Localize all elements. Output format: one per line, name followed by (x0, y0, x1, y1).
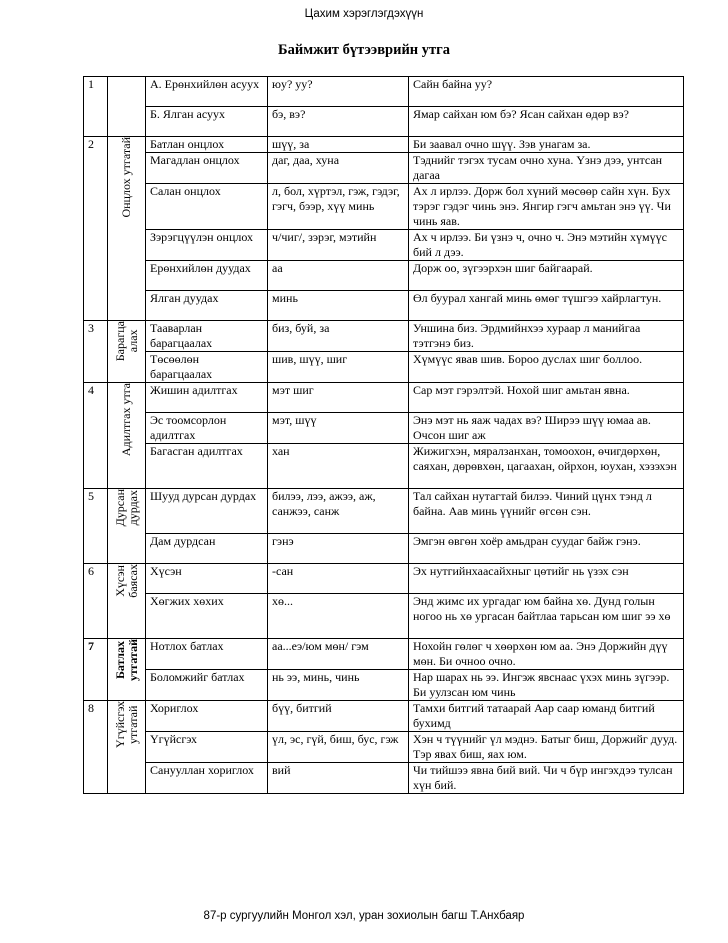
function-cell: Шууд дурсан дурдах (146, 489, 268, 534)
group-category (108, 639, 146, 701)
function-cell: Үгүйсгэх (146, 732, 268, 763)
words-cell: даг, даа, хуна (268, 153, 409, 184)
example-cell: Уншина биз. Эрдмийнхээ хураар л манийгаа тэтгэнэ биз. (409, 321, 684, 352)
words-cell: аа (268, 261, 409, 291)
group-category (108, 137, 146, 321)
function-cell: Төсөөлөн барагцаалах (146, 352, 268, 383)
example-cell: Эмгэн өвгөн хоёр амьдран суудаг байж гэнэ. (409, 534, 684, 564)
table-row (84, 564, 684, 594)
example-cell: Нохойн гөлөг ч хөөрхөн юм аа. Энэ Доржийн дүү мөн. Би очноо очно. (409, 639, 684, 670)
page-header: Цахим хэрэглэгдэхүүн (304, 8, 424, 20)
table-row (84, 153, 684, 184)
group-number: 4 (84, 383, 108, 489)
example-cell: Дорж оо, зүгээрхэн шиг байгаарай. (409, 261, 684, 291)
table-row (84, 489, 684, 534)
document-title: Баймжит бүтээврийн утга (278, 42, 450, 58)
group-number: 6 (84, 564, 108, 639)
function-cell: Магадлан онцлох (146, 153, 268, 184)
table-row (84, 594, 684, 639)
group-category (108, 321, 146, 383)
table-row (84, 670, 684, 701)
group-category (108, 701, 146, 794)
table-row (84, 444, 684, 489)
function-cell: Зэрэгцүүлэн онцлох (146, 230, 268, 261)
table-row (84, 77, 684, 107)
example-cell: Ах л ирлээ. Дорж бол хүний мөсөөр сайн хүн. Бух тэрэг гэдэг чинь энэ. Янгир гэгч амьтан энэ үү. Чи чинь яав. (409, 184, 684, 230)
function-cell: Багасган адилтгах (146, 444, 268, 489)
words-cell: шүү, за (268, 137, 409, 153)
table-row (84, 352, 684, 383)
particle-meaning-table (83, 76, 684, 794)
table-row (84, 701, 684, 732)
category-label: Үгүйсгэх утгатай (112, 701, 140, 748)
table-row (84, 732, 684, 763)
words-cell: хан (268, 444, 409, 489)
table-row (84, 321, 684, 352)
group-number: 8 (84, 701, 108, 794)
words-cell: мэт, шүү (268, 413, 409, 444)
table-row (84, 639, 684, 670)
group-category (108, 564, 146, 639)
function-cell: А. Ерөнхийлөн асуух (146, 77, 268, 107)
example-cell: Эх нутгийнхаасайхныг цөтийг нь үзэх сэн (409, 564, 684, 594)
function-cell: Боломжийг батлах (146, 670, 268, 701)
function-cell: Ерөнхийлөн дуудах (146, 261, 268, 291)
category-label: Дурсан дурдах (112, 489, 140, 527)
words-cell: л, бол, хүртэл, гэж, гэдэг, гэгч, бээр, хүү минь (268, 184, 409, 230)
words-cell: ч/чиг/, зэрэг, мэтийн (268, 230, 409, 261)
function-cell: Хөгжих хөхих (146, 594, 268, 639)
category-label: Батлах утгатай (112, 639, 140, 681)
example-cell: Энэ мэт нь яаж чадах вэ? Ширээ шүү юмаа ав. Очсон шиг аж (409, 413, 684, 444)
category-label: Хүсэн баясах (112, 564, 140, 598)
example-cell: Сар мэт гэрэлтэй. Нохой шиг амьтан явна. (409, 383, 684, 413)
example-cell: Тал сайхан нутагтай билээ. Чиний цүнх тэнд л байна. Аав минь үүнийг өгсөн сэн. (409, 489, 684, 534)
function-cell: Нотлох батлах (146, 639, 268, 670)
function-cell: Дам дурдсан (146, 534, 268, 564)
words-cell: юу? уу? (268, 77, 409, 107)
table-row (84, 230, 684, 261)
example-cell: Хэн ч түүнийг үл мэднэ. Батыг биш, Доржийг дууд. Тэр явах биш, яах юм. (409, 732, 684, 763)
group-category (108, 489, 146, 564)
group-category (108, 383, 146, 489)
table-row (84, 137, 684, 153)
example-cell: Хүмүүс явав шив. Бороо дуслах шиг боллоо. (409, 352, 684, 383)
words-cell: шив, шүү, шиг (268, 352, 409, 383)
table-row (84, 184, 684, 230)
function-cell: Салан онцлох (146, 184, 268, 230)
words-cell: үл, эс, гүй, биш, бус, гэж (268, 732, 409, 763)
function-cell: Ялган дуудах (146, 291, 268, 321)
words-cell: билээ, лээ, ажээ, аж, санжээ, санж (268, 489, 409, 534)
group-number: 5 (84, 489, 108, 564)
group-number: 3 (84, 321, 108, 383)
words-cell: бэ, вэ? (268, 107, 409, 137)
category-label: Барагца алах (112, 321, 140, 362)
words-cell: вий (268, 763, 409, 794)
function-cell: Жишин адилтгах (146, 383, 268, 413)
example-cell: Би заавал очно шүү. Зэв унагам за. (409, 137, 684, 153)
example-cell: Тэднийг тэгэх тусам очно хуна. Үзнэ дээ, унтсан дагаа (409, 153, 684, 184)
example-cell: Жижигхэн, мяралзанхан, томоохон, өчигдөрхөн, саяхан, дөрөвхөн, цагаахан, ойрхон, юухан, хэзэхэн (409, 444, 684, 489)
table-row (84, 763, 684, 794)
example-cell: Өл буурал хангай минь өмөг түшгээ хайрлагтун. (409, 291, 684, 321)
words-cell: бүү, битгий (268, 701, 409, 732)
category-label: Адилтгах утга (119, 383, 133, 457)
words-cell: нь ээ, минь, чинь (268, 670, 409, 701)
words-cell: биз, буй, за (268, 321, 409, 352)
table-row (84, 413, 684, 444)
words-cell: мэт шиг (268, 383, 409, 413)
function-cell: Хориглох (146, 701, 268, 732)
words-cell: минь (268, 291, 409, 321)
example-cell: Чи тийшээ явна бий вий. Чи ч бүр ингэхдээ тулсан хүн бий. (409, 763, 684, 794)
group-number: 7 (84, 639, 108, 701)
function-cell: Тааварлан барагцаалах (146, 321, 268, 352)
example-cell: Сайн байна уу? (409, 77, 684, 107)
table-row (84, 291, 684, 321)
example-cell: Энд жимс их ургадаг юм байна хө. Дунд голын ногоо нь хө ургасан байтлаа тарьсан юм шиг ээ хө (409, 594, 684, 639)
function-cell: Хүсэн (146, 564, 268, 594)
words-cell: гэнэ (268, 534, 409, 564)
function-cell: Санууллан хориглох (146, 763, 268, 794)
table-row (84, 534, 684, 564)
words-cell: хө... (268, 594, 409, 639)
table-row (84, 261, 684, 291)
table-row (84, 383, 684, 413)
group-number: 1 (84, 77, 108, 137)
function-cell: Б. Ялган асуух (146, 107, 268, 137)
group-category (108, 77, 146, 137)
function-cell: Эс тоомсорлон адилтгах (146, 413, 268, 444)
example-cell: Нар шарах нь ээ. Ингэж явснаас үхэх минь зүгээр. Би уулзсан юм чинь (409, 670, 684, 701)
page-footer: 87-р сургуулийн Монгол хэл, уран зохиолын багш Т.Анхбаяр (203, 910, 525, 922)
category-label: Онцлох утгатай (119, 137, 133, 218)
example-cell: Ямар сайхан юм бэ? Ясан сайхан өдөр вэ? (409, 107, 684, 137)
words-cell: аа...еэ/юм мөн/ гэм (268, 639, 409, 670)
function-cell: Батлан онцлох (146, 137, 268, 153)
words-cell: -сан (268, 564, 409, 594)
table-row (84, 107, 684, 137)
example-cell: Тамхи битгий татаарай Аар саар юманд битгий бухимд (409, 701, 684, 732)
group-number: 2 (84, 137, 108, 321)
example-cell: Ах ч ирлээ. Би үзнэ ч, очно ч. Энэ мэтийн хүмүүс бий л дээ. (409, 230, 684, 261)
